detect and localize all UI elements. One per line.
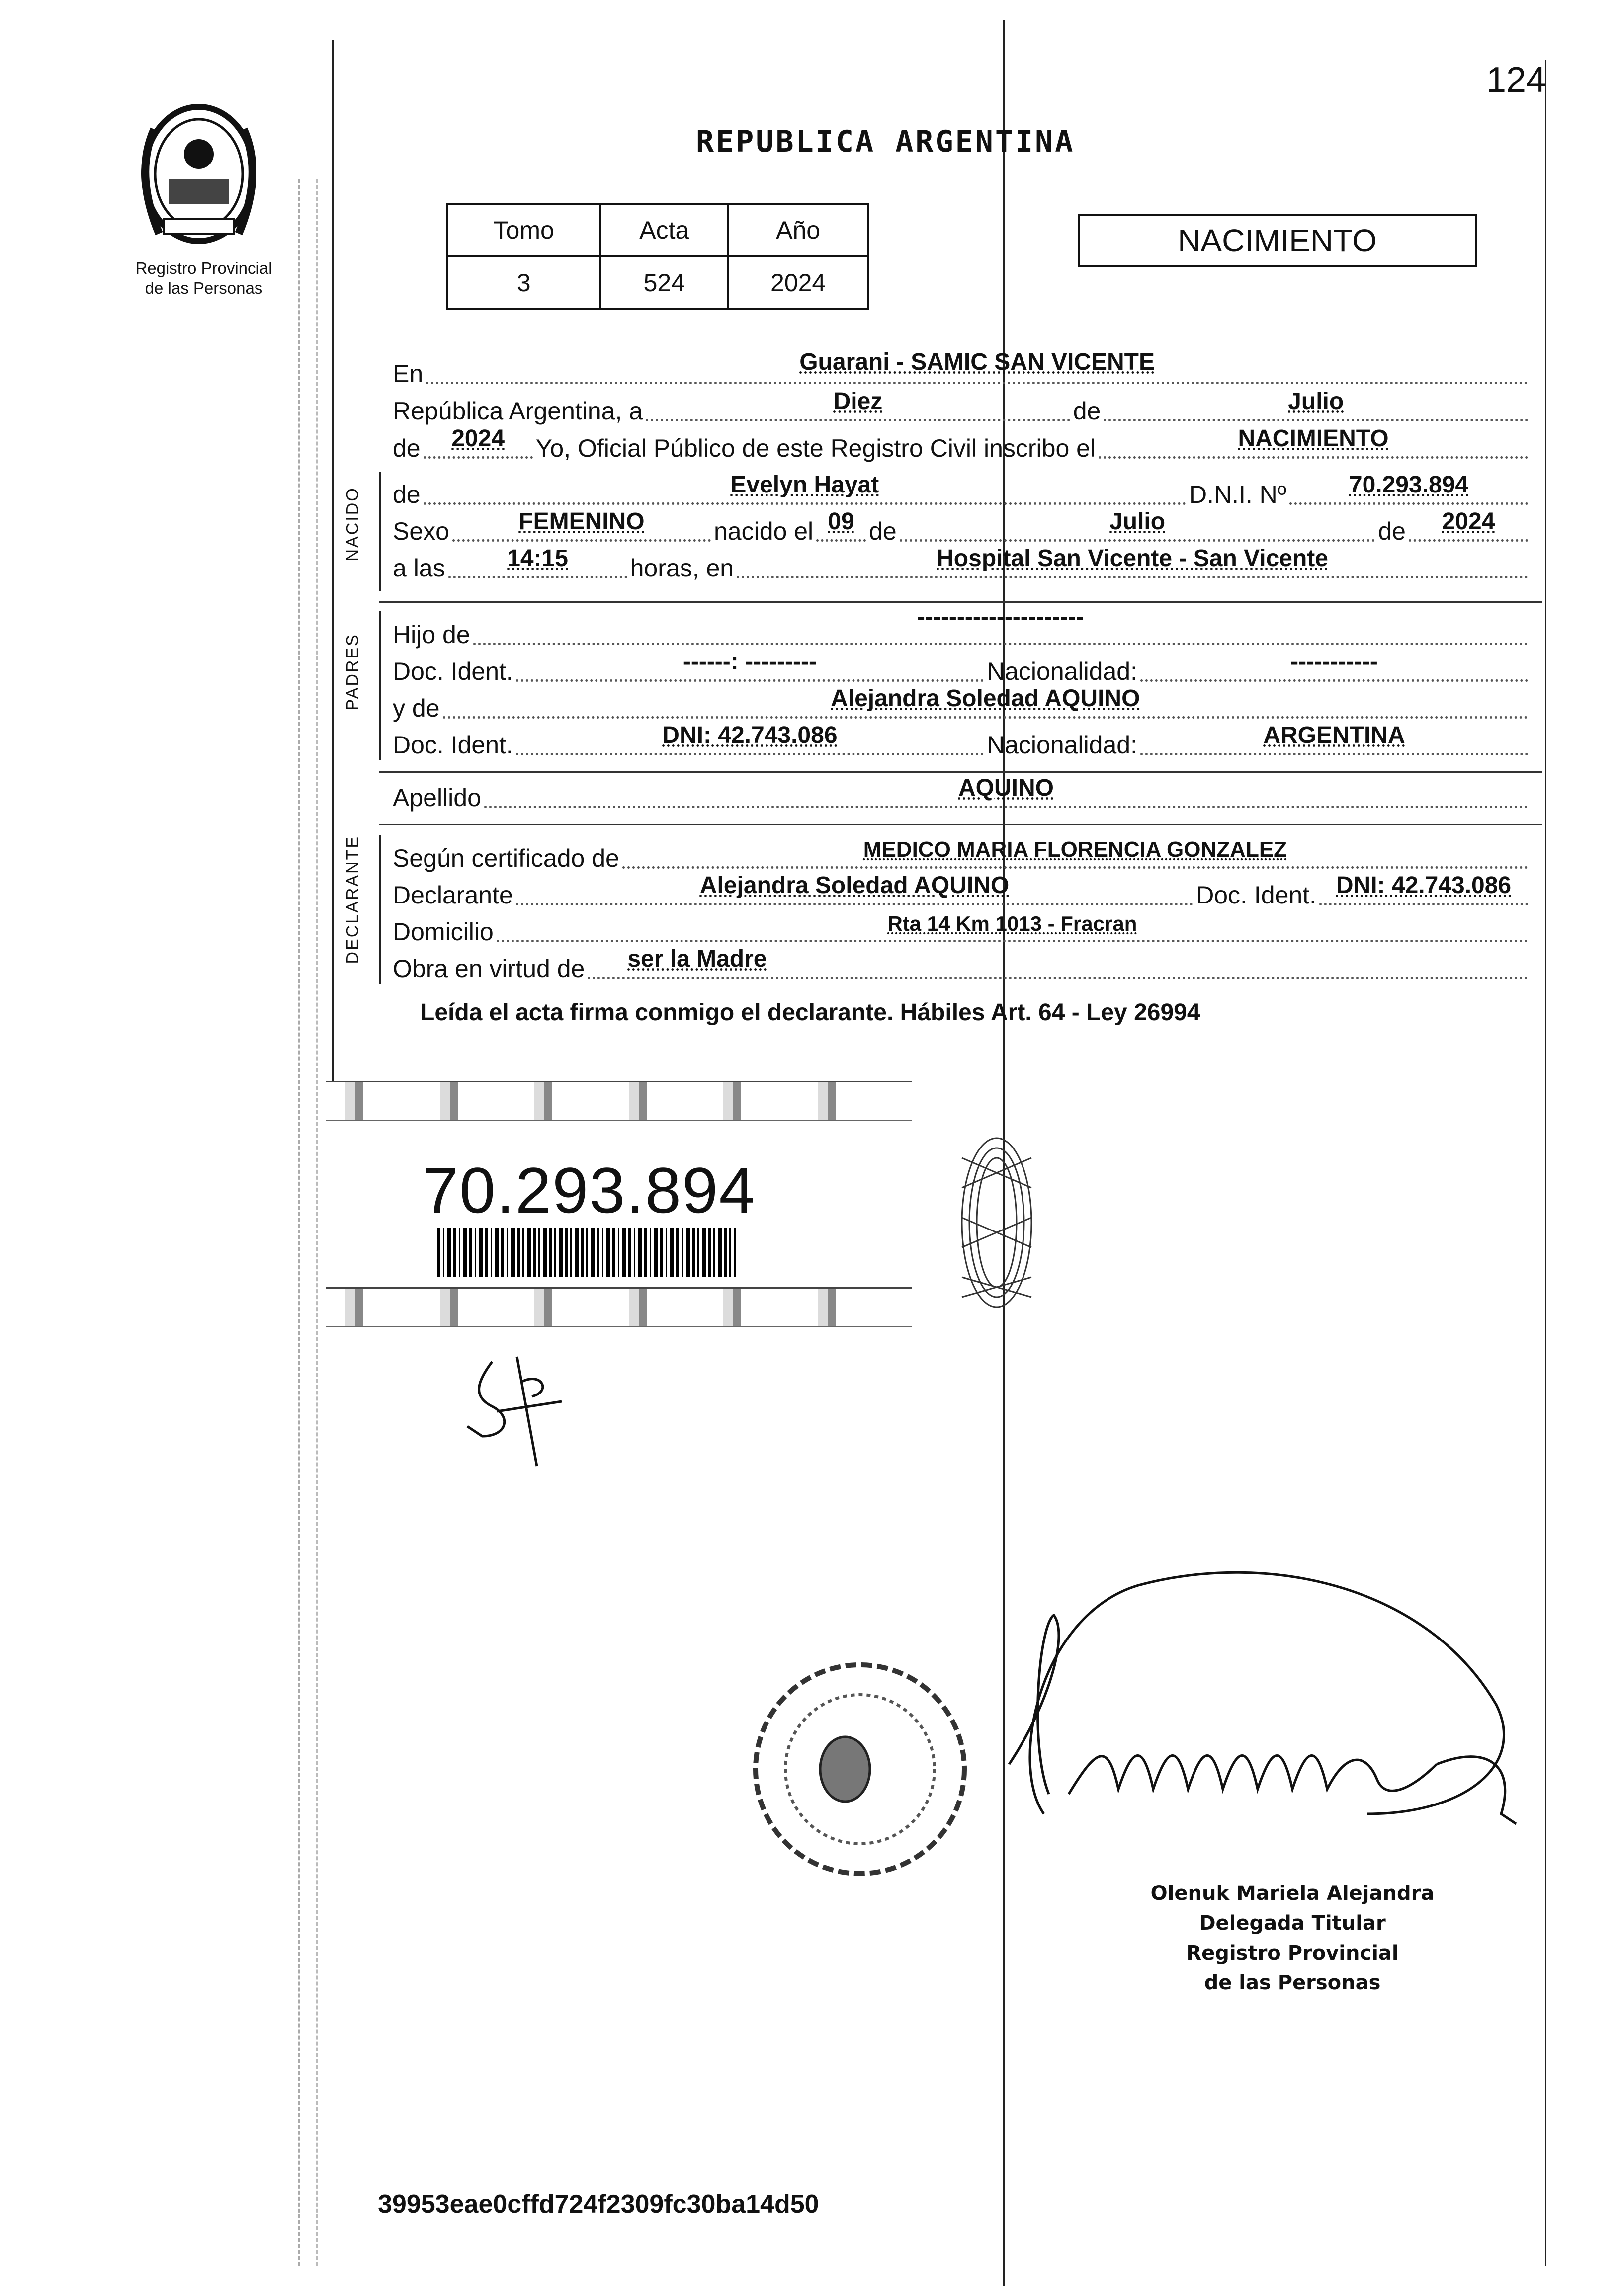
apellido-label: Apellido	[393, 784, 481, 812]
official-role: Delegada Titular	[1199, 1912, 1386, 1935]
right-border-line	[1545, 60, 1546, 2266]
month-value: Julio	[1288, 388, 1344, 414]
row-mother	[393, 685, 1531, 723]
row-date	[393, 388, 1531, 425]
place-value: Guarani - SAMIC SAN VICENTE	[799, 349, 1155, 375]
declarante-label: Declarante	[393, 881, 513, 909]
official-signature-icon	[989, 1556, 1551, 1874]
birth-place-value: Hospital San Vicente - San Vicente	[937, 545, 1328, 572]
declarante-section-label: DECLARANTE	[343, 835, 362, 964]
province-seal-logo	[124, 99, 273, 248]
official-office-line2: de las Personas	[1204, 1971, 1381, 1994]
birth-month-value: Julio	[1109, 508, 1166, 535]
row-name	[393, 472, 1531, 509]
guilloche-mark-icon	[952, 1128, 1041, 1317]
official-office-line1: Registro Provincial	[1186, 1942, 1399, 1965]
year-value: 2024	[451, 425, 505, 452]
tomo-acta-anio-table	[446, 203, 869, 310]
de-label: de	[1073, 397, 1101, 425]
row-year	[393, 425, 1531, 463]
en-label: En	[393, 360, 424, 388]
registered-event-value: NACIMIENTO	[1238, 425, 1389, 452]
nacido-section-label: NACIDO	[343, 487, 362, 562]
security-stripe-bottom	[326, 1287, 912, 1327]
table-value-anio: 2024	[728, 256, 868, 309]
padres-bracket	[379, 611, 381, 760]
registry-label	[114, 258, 293, 298]
day-value: Diez	[833, 388, 883, 414]
table-header-tomo: Tomo	[447, 204, 600, 256]
row-place	[393, 349, 1531, 388]
row-obra	[393, 946, 1531, 983]
hijo-de-label: Hijo de	[393, 621, 470, 649]
obra-label: Obra en virtud de	[393, 955, 585, 983]
security-stripe-top	[326, 1081, 912, 1121]
left-border-line	[332, 40, 334, 1083]
divider-apellido	[379, 824, 1542, 825]
registry-label-line2: de las Personas	[145, 279, 263, 297]
obra-value: ser la Madre	[627, 946, 767, 972]
father-doc-value: ------: ---------	[682, 649, 817, 675]
official-name: Olenuk Mariela Alejandra	[1150, 1882, 1435, 1905]
domicilio-label: Domicilio	[393, 918, 494, 946]
republic-label: República Argentina, a	[393, 397, 643, 425]
divider-nacido	[379, 601, 1542, 603]
horas-label: horas, en	[630, 554, 734, 582]
handwritten-initials-icon	[462, 1352, 572, 1471]
father-doc-label: Doc. Ident.	[393, 657, 513, 685]
document-hash: 39953eae0cffd724f2309fc30ba14d50	[378, 2190, 819, 2218]
certificado-label: Según certificado de	[393, 844, 619, 872]
declarante-name-value: Alejandra Soledad AQUINO	[699, 872, 1010, 899]
birth-day-value: 09	[828, 508, 854, 535]
de-label-2: de	[869, 517, 897, 545]
row-father-doc	[393, 649, 1531, 686]
sexo-value: FEMENINO	[518, 508, 645, 535]
y-de-label: y de	[393, 694, 440, 722]
divider-padres	[379, 771, 1542, 773]
country-title: REPUBLICA ARGENTINA	[696, 124, 1075, 159]
row-domicilio	[393, 913, 1531, 946]
row-mother-doc	[393, 722, 1531, 759]
registry-label-line1: Registro Provincial	[135, 259, 272, 277]
barcode	[437, 1228, 736, 1277]
row-time-place	[393, 545, 1531, 582]
declarante-doc-label: Doc. Ident.	[1196, 881, 1316, 909]
mother-doc-value: DNI: 42.743.086	[662, 722, 838, 748]
row-sex-birth	[393, 508, 1531, 546]
birth-year-value: 2024	[1442, 508, 1495, 535]
padres-section-label: PADRES	[343, 633, 362, 711]
table-header-anio: Año	[728, 204, 868, 256]
row-father	[393, 604, 1531, 649]
father-nationality-value: -----------	[1290, 649, 1378, 675]
year-prefix-label: de	[393, 434, 421, 462]
father-nacionalidad-label: Nacionalidad:	[987, 657, 1137, 685]
de-label-3: de	[1378, 517, 1406, 545]
table-header-acta: Acta	[600, 204, 728, 256]
mother-nationality-value: ARGENTINA	[1263, 722, 1405, 748]
certificado-value: MEDICO MARIA FLORENCIA GONZALEZ	[863, 837, 1287, 862]
left-dash-line	[298, 179, 300, 2266]
row-apellido	[393, 775, 1531, 812]
mother-doc-label: Doc. Ident.	[393, 731, 513, 759]
de-name-label: de	[393, 481, 421, 508]
row-certificado	[393, 837, 1531, 873]
mother-nacionalidad-label: Nacionalidad:	[987, 731, 1137, 759]
a-las-label: a las	[393, 554, 445, 582]
official-text: Yo, Oficial Público de este Registro Civil inscribo el	[535, 434, 1096, 462]
declarante-doc-value: DNI: 42.743.086	[1336, 872, 1512, 899]
dni-label: D.N.I. Nº	[1189, 481, 1286, 508]
sexo-label: Sexo	[393, 517, 449, 545]
nacido-el-label: nacido el	[713, 517, 814, 545]
nacido-bracket	[379, 472, 381, 591]
dni-large: 70.293.894	[423, 1154, 756, 1227]
official-signature-block	[1118, 1879, 1466, 1998]
domicilio-value: Rta 14 Km 1013 - Fracran	[887, 912, 1137, 935]
table-value-acta: 524	[600, 256, 728, 309]
left-dash-line-2	[316, 179, 318, 2266]
row-declarante	[393, 872, 1531, 909]
declarante-bracket	[379, 835, 381, 984]
child-dni-value: 70.293.894	[1349, 472, 1469, 498]
mother-name-value: Alejandra Soledad AQUINO	[831, 685, 1140, 712]
table-value-tomo: 3	[447, 256, 600, 309]
child-name-value: Evelyn Hayat	[730, 472, 879, 498]
act-type-box: NACIMIENTO	[1078, 214, 1477, 267]
time-value: 14:15	[507, 545, 568, 572]
apellido-value: AQUINO	[958, 775, 1054, 801]
official-stamp-icon	[741, 1650, 979, 1888]
closing-note: Leída el acta firma conmigo el declarante. Hábiles Art. 64 - Ley 26994	[420, 999, 1200, 1026]
page-number: 124	[1486, 60, 1546, 100]
father-name-value: ---------------------	[917, 604, 1084, 630]
